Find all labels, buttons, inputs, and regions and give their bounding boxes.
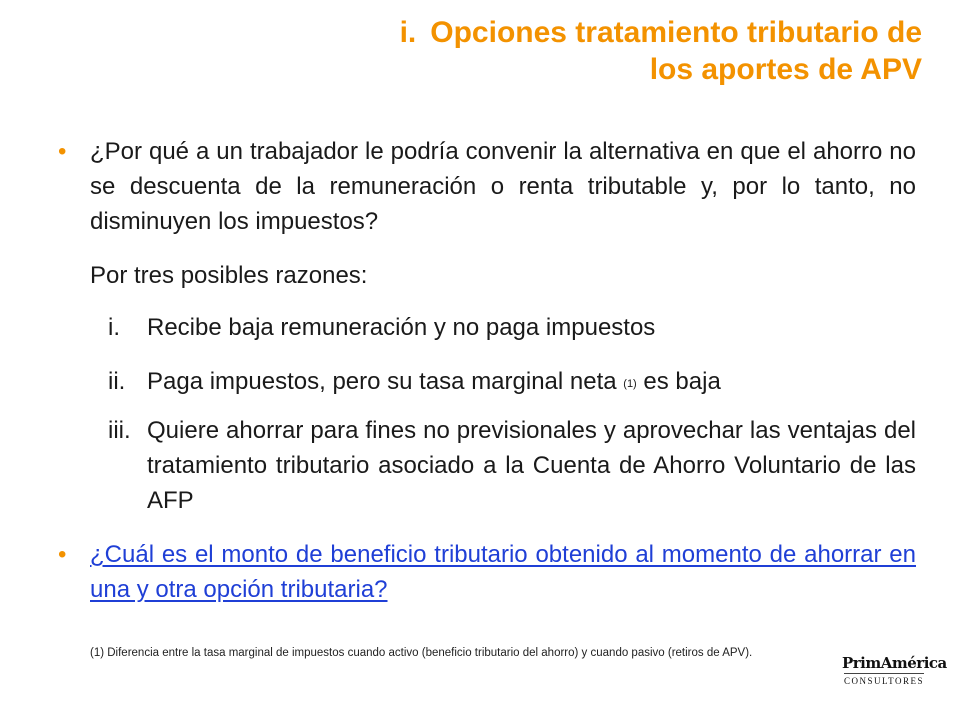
reason-marker: ii. (108, 368, 126, 395)
reason-text-after: es baja (636, 368, 721, 395)
reason-text: Quiere ahorrar para fines no previsionales y aprovechar las ventajas del tratamiento tributario asociado a la Cuenta de Ahorro Voluntario de las AFP (147, 417, 916, 514)
question-1-text: ¿Por qué a un trabajador le podría convenir la alternativa en que el ahorro no se descuenta de la remuneración o renta tributable y, por lo tanto, no disminuyen los impuestos? (90, 138, 916, 235)
reason-marker: i. (108, 314, 120, 341)
footnote: (1) Diferencia entre la tasa marginal de impuestos cuando activo (beneficio tributario del ahorro) y cuando pasivo (retiros de APV). (90, 647, 753, 659)
bullet-question-1 (58, 134, 916, 239)
bullet-dot: • (58, 541, 67, 568)
question-2-link[interactable]: ¿Cuál es el monto de beneficio tributario obtenido al momento de ahorrar en una y otra opción tributaria? (90, 541, 916, 603)
reason-item-1 (108, 310, 916, 345)
reason-item-2 (108, 364, 916, 404)
reason-text (147, 364, 916, 404)
reason-marker: iii. (108, 417, 131, 444)
bullet-question-2 (58, 537, 916, 607)
logo-subtitle: CONSULTORES (843, 676, 925, 686)
bullet-dot: • (58, 138, 67, 165)
title-line-1: Opciones tratamiento tributario de (430, 16, 922, 49)
title-line-2: los aportes de APV (649, 53, 922, 86)
slide-title (400, 14, 922, 88)
company-logo (842, 654, 947, 686)
reason-text: Recibe baja remuneración y no paga impuestos (147, 314, 656, 341)
title-number: i. (399, 16, 417, 49)
reasons-intro: Por tres posibles razones: (90, 262, 368, 289)
logo-brand: PrimAmérica (842, 654, 947, 672)
footnote-reference: (1) (623, 378, 637, 390)
reason-item-3 (108, 413, 916, 518)
reason-text-before: Paga impuestos, pero su tasa marginal neta (147, 368, 624, 395)
logo-divider (844, 673, 924, 674)
